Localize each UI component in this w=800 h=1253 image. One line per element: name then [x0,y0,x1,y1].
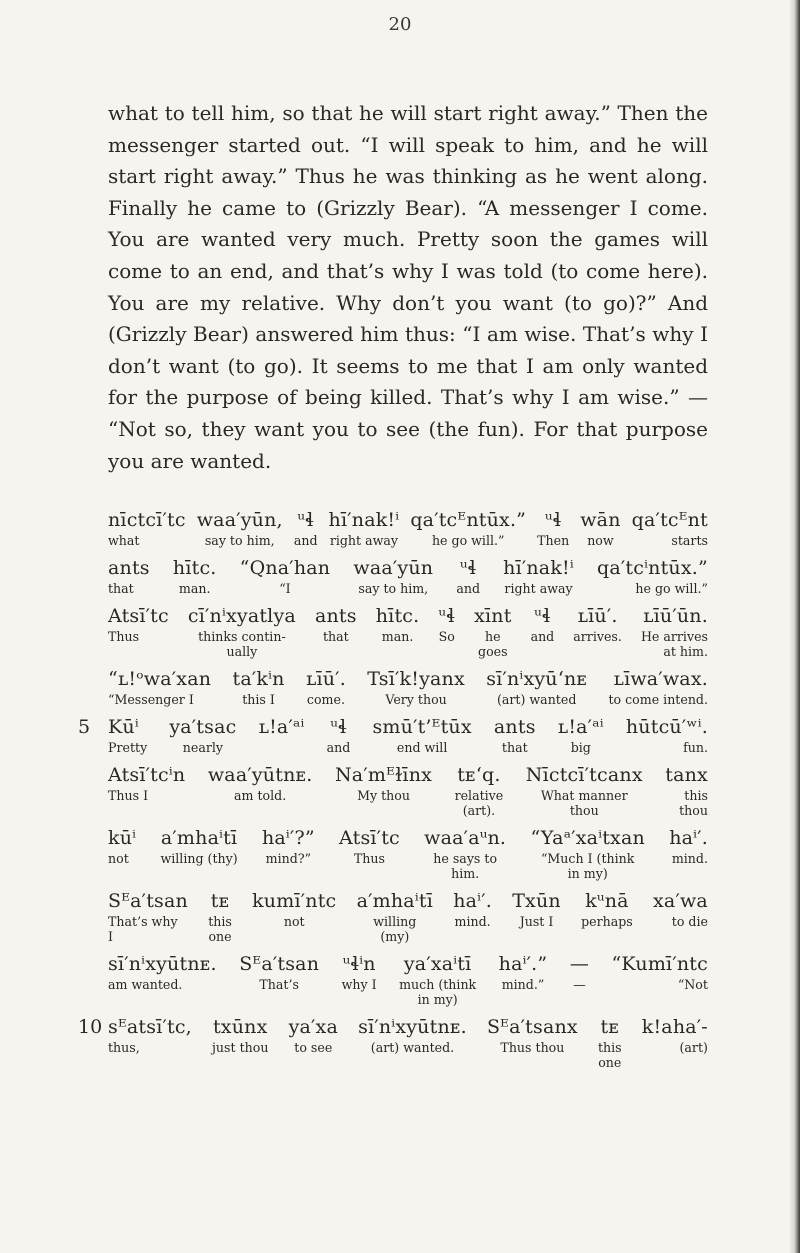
english-gloss: Then [537,533,570,548]
english-gloss: he go will.” [635,581,708,596]
english-gloss: That’s [259,977,299,992]
english-gloss: “I [279,581,291,596]
native-word: sī′nⁱxyūtnᴇ. [358,1016,467,1038]
native-word: ᵘɬ [330,716,347,738]
word-gloss-pair [399,952,476,1007]
native-word: ʟīwa′wax. [613,668,708,690]
native-word: kumī′ntc [252,890,337,912]
english-gloss: this [597,1040,622,1055]
word-gloss-pair [453,889,492,929]
english-gloss: just thou [212,1040,269,1055]
english-gloss: arrives. [573,629,622,644]
word-gloss-pair [580,508,620,548]
word-gloss-pair [632,508,708,548]
word-gloss-pair [160,826,237,866]
word-gloss-pair [108,763,185,803]
english-gloss: one [598,1055,622,1070]
word-gloss-pair [239,952,319,992]
english-gloss: Thus I [108,788,149,803]
english-gloss: thus, [108,1040,140,1055]
native-word: “Kumī′ntc [611,953,708,975]
native-word: tᴇ‘q. [457,764,501,786]
native-word: Atsī′tc [108,605,169,627]
interlinear-row [108,556,708,596]
english-gloss: (art) wanted [496,692,577,707]
word-gloss-pair [259,715,305,755]
word-gloss-pair [612,952,708,992]
native-word: ᵘɬ [297,509,314,531]
english-gloss: much (think [399,977,477,992]
translation-paragraph: what to tell him, so that he will start right away.” Then the messenger started out. “I will speak to him, and he will start right away.” Thus he was thinking as he went along. Finally he came to (Grizzly Bear). “A messenger I come. You are wanted very much. Pretty soon the games will come to an end, and that’s why I was told (to come here). You are my relative. Why don’t you want (to go)?” And (Grizzly Bear) answered him thus: “I am wise. That’s why I don’t want (to go). It seems to me that I am only wanted for the purpose of being killed. That’s why I am wise.” — “Not so, they want you to see (the fun). For that purpose you are wanted. [108,101,708,473]
native-word: Txūn [512,890,561,912]
word-gloss-pair [367,667,465,707]
native-word: txūnx [212,1016,268,1038]
interlinear-text [78,508,708,1078]
english-gloss: he says to [433,851,498,866]
word-gloss-pair [240,556,331,596]
word-gloss-pair [108,604,169,644]
native-word: ᵘɬ [544,509,562,531]
native-word: ᵘɬ [459,557,477,579]
word-gloss-pair [665,763,708,818]
word-gloss-pair [197,508,283,548]
native-word: Kūⁱ [108,716,139,738]
english-gloss: willing (thy) [160,851,238,866]
native-word: ants [108,557,150,579]
native-word: sī′nⁱxyūtnᴇ. [108,953,217,975]
english-gloss: ually [226,644,258,659]
word-gloss-pair [169,715,236,755]
word-gloss-pair [486,667,587,707]
word-gloss-pair [294,508,318,548]
word-gloss-pair [573,604,622,644]
word-gloss-pair [108,715,147,755]
word-gloss-pair [487,1015,578,1055]
native-word: tᴇ [600,1016,620,1038]
english-gloss: Very thou [385,692,447,707]
word-gloss-pair [289,1015,338,1055]
native-word: Sᴱa′tsanx [486,1016,578,1038]
english-gloss: come. [306,692,345,707]
word-gloss-pair [503,556,574,596]
english-gloss: that [322,629,349,644]
interlinear-row [108,826,708,881]
native-word: hī′nak!ⁱ [328,509,400,531]
word-gloss-pair [233,667,285,707]
native-word: Tsī′k!yanx [367,668,465,690]
native-word: sᴱatsī′tc, [108,1016,192,1038]
native-word: Atsī′tc [339,827,400,849]
word-gloss-pair [494,715,536,755]
english-gloss: am told. [234,788,287,803]
native-word: “Qna′han [239,557,331,579]
english-gloss: that [501,740,528,755]
word-gloss-pair [108,508,186,548]
native-word: ʟīū′. [577,605,618,627]
word-gloss-pair [669,826,708,866]
english-gloss: he go will.” [431,533,505,548]
word-gloss-pair [108,952,217,992]
interlinear-row [108,763,708,818]
word-gloss-pair [641,604,708,659]
word-gloss-pair [558,715,604,755]
native-word: ya′xaⁱtī [403,953,472,975]
interlinear-row [108,667,708,707]
english-gloss: “Much I (think [540,851,635,866]
word-gloss-pair [335,763,432,803]
native-word: qa′tcⁱntūx.” [597,557,708,579]
word-gloss-pair [499,952,548,992]
native-word: ants [314,605,357,627]
english-gloss: Thus [108,629,140,644]
native-word: ʟ!a′ᵃⁱ [557,716,604,738]
native-word: ʟ!a′ᵃⁱ [258,716,305,738]
native-word: tanx [665,764,708,786]
word-gloss-pair [353,556,433,596]
native-word: waa′yūtnᴇ. [207,764,313,786]
english-gloss: this [208,914,232,929]
english-gloss: and [456,581,481,596]
native-word: Na′mᴱɫīnx [334,764,433,786]
english-gloss: So [438,629,455,644]
word-gloss-pair [212,1015,268,1055]
english-gloss: he [485,629,501,644]
native-word: Sᴱa′tsan [239,953,320,975]
native-word: ᵘɬⁱn [342,953,376,975]
interlinear-row [78,1015,708,1070]
word-gloss-pair [474,604,511,659]
english-gloss: — [573,977,586,992]
english-gloss: (art) wanted. [370,1040,455,1055]
native-word: ta′kⁱn [232,668,285,690]
native-word: Nīctcī′tcanx [525,764,643,786]
native-word: a′mhaⁱtī [356,890,433,912]
native-word: ya′xa [288,1016,338,1038]
english-gloss: thinks contin- [198,629,286,644]
english-gloss: What manner [540,788,628,803]
word-gloss-pair [108,889,188,944]
native-word: Sᴱa′tsan [108,890,188,912]
word-gloss-pair [597,556,708,596]
native-word: hītc. [375,605,420,627]
english-gloss: say to him, [204,533,275,548]
english-gloss: this I [242,692,275,707]
line-number: 10 [78,1016,103,1038]
native-word: “Yaᵃ′xaⁱtxan [530,827,645,849]
word-gloss-pair [357,889,433,944]
english-gloss: willing [373,914,417,929]
word-gloss-pair [372,715,471,755]
word-gloss-pair [339,826,400,866]
english-gloss: in my) [567,866,608,881]
native-word: hī′nak!ⁱ [503,557,574,579]
native-word: haⁱ′.” [498,953,548,975]
native-word: cī′nⁱxyatlya [187,605,296,627]
english-gloss: mind.” [501,977,545,992]
native-word: haⁱ′. [669,827,708,849]
native-word: ᵘɬ [534,605,551,627]
native-word: haⁱ′?” [261,827,315,849]
english-gloss: “Messenger I [108,692,194,707]
english-gloss: right away [504,581,573,596]
english-gloss: Thus [353,851,385,866]
english-gloss: perhaps [581,914,633,929]
english-gloss: My thou [357,788,410,803]
native-word: ants [493,716,536,738]
english-gloss: say to him, [358,581,429,596]
english-gloss: I [108,929,113,944]
word-gloss-pair [570,952,589,992]
word-gloss-pair [173,556,217,596]
native-word: ʟīū′ūn. [643,605,708,627]
native-word: — [569,953,590,975]
page-number: 20 [388,14,412,35]
native-word: waa′yūn, [196,509,283,531]
interlinear-row [108,952,708,1007]
word-gloss-pair [455,763,504,818]
english-gloss: in my) [417,992,458,1007]
word-gloss-pair [608,667,708,707]
english-gloss: Just I [519,914,554,929]
english-gloss: right away [329,533,399,548]
word-gloss-pair [358,1015,467,1055]
word-gloss-pair [108,826,136,866]
english-gloss: him. [451,866,480,881]
word-gloss-pair [108,556,150,596]
english-gloss: one [208,929,232,944]
english-gloss: what [108,533,140,548]
english-gloss: starts [671,533,708,548]
native-word: smū′t’ᴱtūx [372,716,472,738]
native-word: waa′aᵘn. [424,827,507,849]
word-gloss-pair [456,556,480,596]
native-word: “ʟ!ᵒwa′xan [108,668,212,690]
english-gloss: mind?” [265,851,312,866]
native-word: qa′tcᴱnt [631,509,708,531]
english-gloss: Thus thou [500,1040,565,1055]
native-word: wān [580,509,621,531]
native-word: kūⁱ [108,827,137,849]
native-word: ya′tsac [169,716,237,738]
native-word: xa′wa [653,890,708,912]
native-word: ᵘɬ [438,605,456,627]
word-gloss-pair [306,667,346,707]
word-gloss-pair [262,826,315,866]
english-gloss: relative [454,788,504,803]
english-gloss: now [587,533,614,548]
word-gloss-pair [512,889,561,929]
english-gloss: why I [341,977,377,992]
english-gloss: at him. [663,644,708,659]
word-gloss-pair [252,889,336,929]
english-gloss: fun. [683,740,708,755]
word-gloss-pair [598,1015,622,1070]
native-word: haⁱ′. [453,890,492,912]
english-gloss: mind. [454,914,491,929]
english-gloss: thou [679,803,708,818]
native-word: k!aha′- [641,1016,708,1038]
english-gloss: not [283,914,305,929]
english-gloss: that [108,581,134,596]
word-gloss-pair [208,889,232,944]
english-gloss: and [293,533,318,548]
native-word: hūtcū′ʷⁱ. [625,716,708,738]
english-gloss [280,740,284,755]
english-gloss: nearly [182,740,223,755]
word-gloss-pair [315,604,357,644]
english-gloss: (art) [679,1040,708,1055]
native-word: ʟīū′. [305,668,346,690]
interlinear-row [78,715,708,755]
word-gloss-pair [327,715,351,755]
native-word: sī′nⁱxyū‘nᴇ [486,668,588,690]
english-gloss: to come intend. [608,692,708,707]
english-gloss: man. [381,629,414,644]
native-word: waa′yūn [353,557,434,579]
word-gloss-pair [526,763,643,818]
native-word: hītc. [172,557,217,579]
word-gloss-pair [424,826,506,881]
word-gloss-pair [530,826,644,881]
english-gloss: end will [396,740,448,755]
word-gloss-pair [376,604,420,644]
english-gloss: (art). [462,803,496,818]
english-gloss: to die [671,914,708,929]
page-edge-shadow [790,0,800,1253]
word-gloss-pair [108,667,211,707]
english-gloss: “Not [677,977,708,992]
word-gloss-pair [410,508,526,548]
english-gloss: That’s why [108,914,178,929]
interlinear-row [108,508,708,548]
english-gloss: goes [478,644,508,659]
word-gloss-pair [642,1015,708,1055]
word-gloss-pair [342,952,377,992]
english-gloss: He arrives [640,629,708,644]
english-gloss: mind. [671,851,708,866]
word-gloss-pair [537,508,569,548]
english-gloss: big [570,740,591,755]
english-gloss: and [326,740,351,755]
native-word: qa′tcᴱntūx.” [410,509,527,531]
word-gloss-pair [531,604,555,644]
interlinear-row [108,604,708,659]
word-gloss-pair [108,1015,192,1055]
word-gloss-pair [581,889,633,929]
word-gloss-pair [208,763,313,803]
english-gloss: am wanted. [108,977,183,992]
native-word: xīnt [474,605,512,627]
native-word: kᵘnā [585,890,629,912]
english-gloss: thou [569,803,599,818]
word-gloss-pair [438,604,455,644]
word-gloss-pair [626,715,708,755]
line-number: 5 [78,716,91,738]
word-gloss-pair [329,508,400,548]
english-gloss: Pretty [108,740,148,755]
english-gloss: this [684,788,708,803]
english-gloss: and [530,629,555,644]
word-gloss-pair [188,604,296,659]
english-gloss: not [108,851,129,866]
interlinear-row [108,889,708,944]
native-word: Atsī′tcⁱn [108,764,186,786]
english-gloss: to see [294,1040,333,1055]
native-word: nīctcī′tc [108,509,186,531]
word-gloss-pair [653,889,708,929]
english-translation [108,98,708,477]
native-word: tᴇ [210,890,230,912]
english-gloss: (my) [380,929,410,944]
native-word: a′mhaⁱtī [160,827,238,849]
english-gloss: man. [178,581,211,596]
